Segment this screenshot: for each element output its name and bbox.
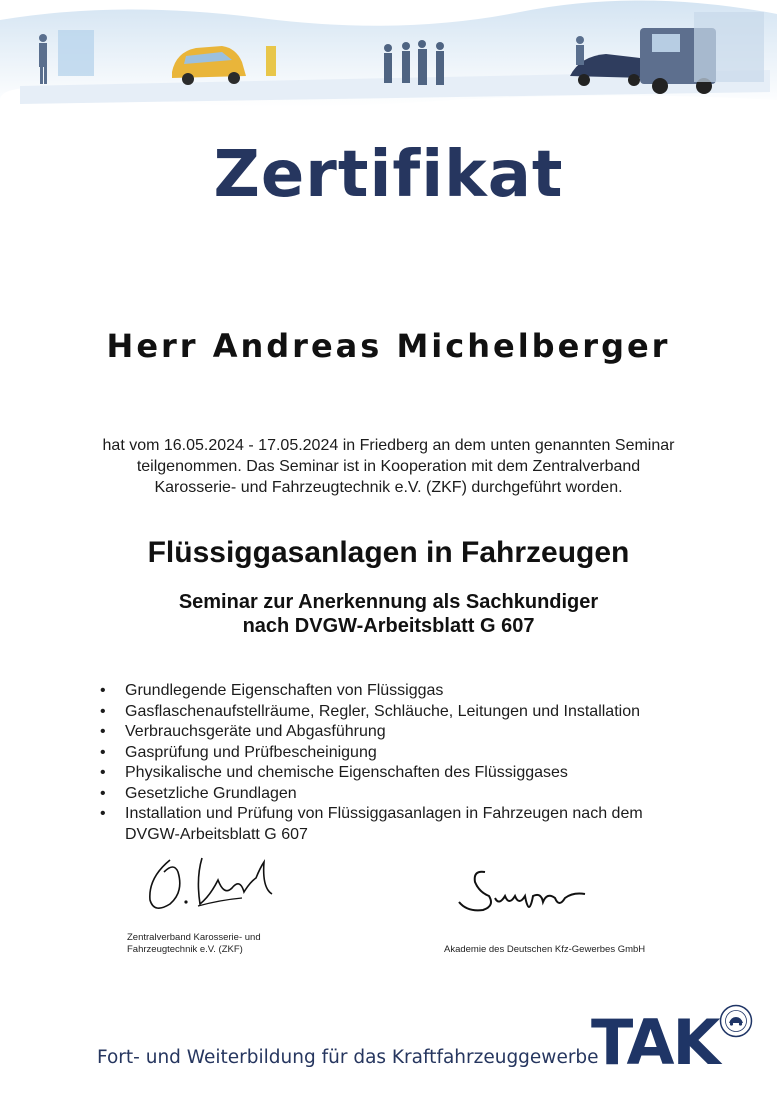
- intro-line: hat vom 16.05.2024 - 17.05.2024 in Friedberg an dem unten genannten Seminar: [102, 437, 675, 454]
- intro-line: teilgenommen. Das Seminar ist in Kooperation mit dem Zentralverband: [136, 458, 641, 475]
- topic-item: • Gasprüfung und Prüfbescheinigung: [100, 743, 720, 764]
- certification-seal-icon: [719, 1004, 753, 1038]
- signature-left-label: Zentralverband Karosserie- und Fahrzeugtechnik e.V. (ZKF): [127, 932, 261, 955]
- signature-right: [455, 862, 605, 922]
- seminar-title: Flüssiggasanlagen in Fahrzeugen: [147, 536, 630, 569]
- seminar-subtitle: [0, 590, 777, 638]
- topic-item: • Grundlegende Eigenschaften von Flüssiggas: [100, 681, 720, 702]
- topic-item: • Gesetzliche Grundlagen: [100, 784, 720, 805]
- topics-list: [100, 681, 720, 845]
- subtitle-line: Seminar zur Anerkennung als Sachkundiger: [178, 591, 599, 613]
- signature-right-label: Akademie des Deutschen Kfz-Gewerbes GmbH: [444, 944, 646, 955]
- intro-line: Karosserie- und Fahrzeugtechnik e.V. (ZKF) durchgeführt worden.: [154, 479, 623, 496]
- topic-item: • Gasflaschenaufstellräume, Regler, Schläuche, Leitungen und Installation: [100, 702, 720, 723]
- footer-tagline: Fort- und Weiterbildung für das Kraftfahrzeuggewerbe: [97, 1047, 599, 1068]
- signature-left: [140, 848, 290, 920]
- intro-paragraph: [60, 435, 717, 498]
- topic-item: • Verbrauchsgeräte und Abgasführung: [100, 722, 720, 743]
- header-illustration: [0, 0, 777, 110]
- recipient-name: Herr Andreas Michelberger: [106, 327, 671, 365]
- certificate-title: Zertifikat: [213, 138, 564, 212]
- topic-item: • Installation und Prüfung von Flüssiggasanlagen in Fahrzeugen nach dem DVGW-Arbeitsblatt G 607: [100, 804, 720, 845]
- subtitle-line: nach DVGW-Arbeitsblatt G 607: [242, 615, 535, 637]
- tak-logo: TAK: [591, 1006, 719, 1079]
- topic-item: • Physikalische und chemische Eigenschaften des Flüssiggases: [100, 763, 720, 784]
- person-figure-right: [576, 36, 584, 65]
